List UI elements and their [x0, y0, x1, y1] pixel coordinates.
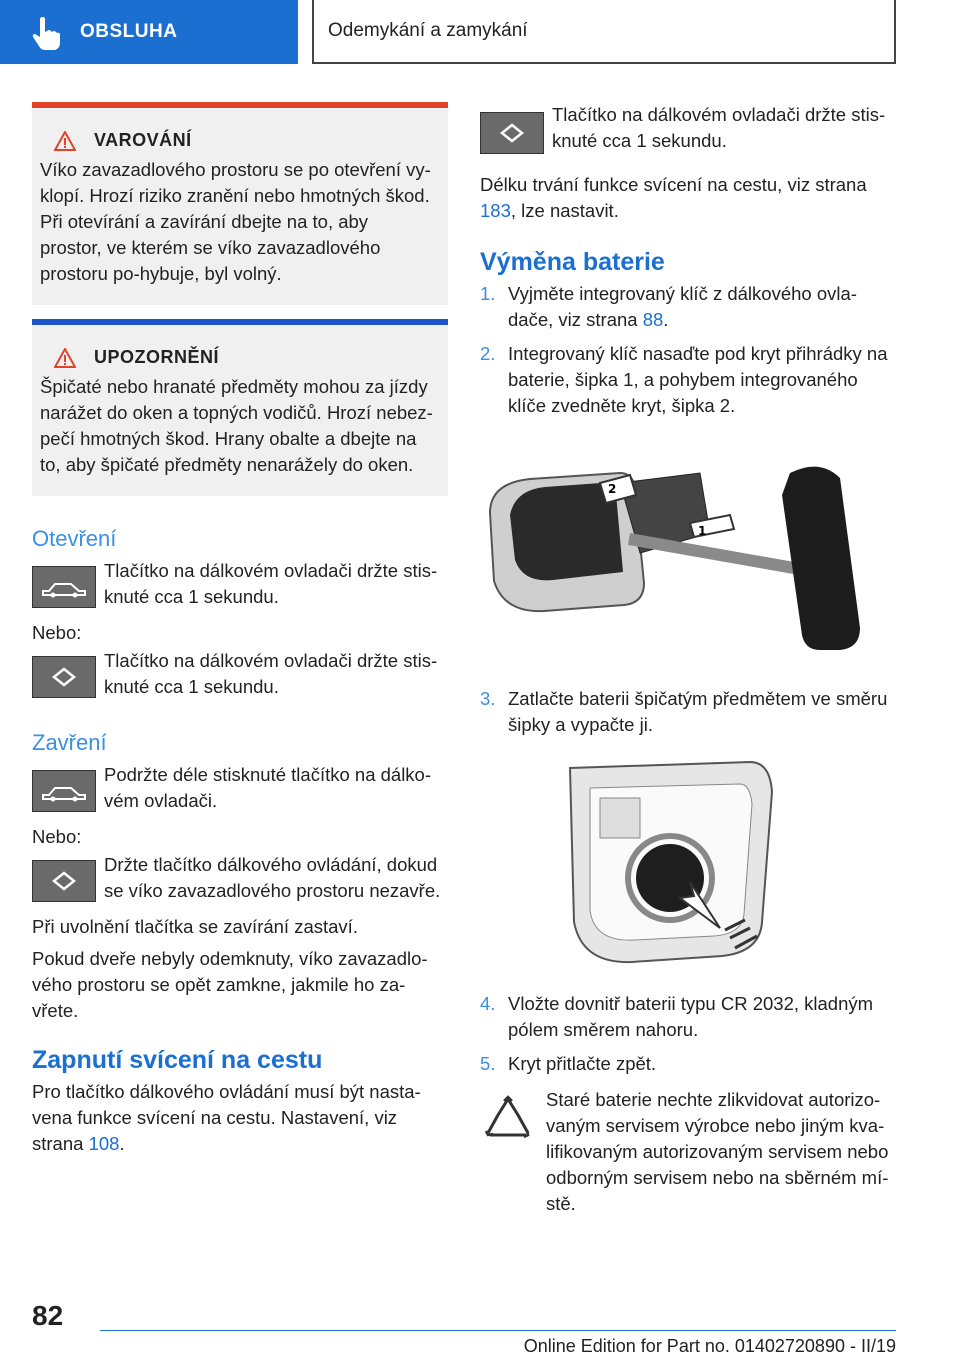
arrow-label-2: 2 — [608, 482, 617, 496]
edition-text: Online Edition for Part no. 01402720890 - II/19 — [523, 1336, 896, 1356]
page-title: Odemykání a zamykání — [312, 0, 896, 64]
closing-or: Nebo: — [32, 826, 82, 847]
warning-text: Víko zavazadlového prostoru se po otevření vy-klopí. Hrozí riziko zranění nebo hmotných škod. Při otevírání a zavírání dbejte na to, aby prostor, ve kterém se víko zavazadlového prostoru po-hybuje, byl volný. — [40, 159, 431, 284]
closing-note1: Při uvolnění tlačítka se zavírání zastaví. — [32, 916, 358, 937]
list-item: 3. Zatlačte baterii špičatým předmětem ve směru šipky a vypačte ji. — [480, 688, 888, 735]
recycle-icon — [480, 1093, 536, 1149]
left-column — [32, 102, 448, 1157]
section-tab[interactable] — [0, 0, 298, 64]
diamond-button-icon — [32, 656, 96, 698]
opening-title: Otevření — [32, 526, 117, 551]
trunk-button-icon — [32, 770, 96, 812]
right-column — [480, 102, 896, 1217]
diamond-button-icon — [480, 112, 544, 154]
list-item: 1. Vyjměte integrovaný klíč z dálkového ovla-dače, viz strana 88. — [480, 283, 857, 330]
opening-step2: Tlačítko na dálkovém ovladači držte stis-knuté cca 1 sekundu. — [104, 650, 438, 697]
page-number: 82 — [32, 1300, 64, 1331]
footer-divider — [100, 1330, 896, 1331]
closing-step2: Držte tlačítko dálkového ovládání, dokud se víko zavazadlového prostoru nezavře. — [104, 854, 441, 901]
hand-pointer-icon — [26, 12, 66, 52]
battery-steps — [480, 281, 896, 419]
page-link-183[interactable]: 183 — [480, 200, 511, 221]
diamond-button-icon — [32, 860, 96, 902]
pathlight-text: Pro tlačítko dálkového ovládání musí být nasta-vena funkce svícení na cestu. Nastavení, viz strana 108. — [32, 1081, 421, 1154]
warning-heading: VAROVÁNÍ — [94, 130, 192, 150]
opening-step1: Tlačítko na dálkovém ovladači držte stis-knuté cca 1 sekundu. — [104, 560, 438, 607]
duration-text: Délku trvání funkce svícení na cestu, viz strana 183, lze nastavit. — [480, 174, 867, 221]
list-item: 2. Integrovaný klíč nasaďte pod kryt přihrádky na baterie, šipka 1, a pohybem integrovaného klíče zvedněte kryt, šipka 2. — [480, 343, 888, 416]
pathlight-step: Tlačítko na dálkovém ovladači držte stis-knuté cca 1 sekundu. — [552, 104, 886, 151]
warning-box — [32, 102, 448, 305]
notice-text: Špičaté nebo hranaté předměty mohou za jízdy narážet do oken a topných vodičů. Hrozí nebez-pečí hmotných škod. Hrany obalte a dbejte na to, aby špičaté předměty nenarážely do oken. — [40, 376, 433, 475]
key-battery-cover-illustration — [480, 453, 870, 653]
notice-heading: UPOZORNĚNÍ — [94, 347, 220, 367]
warning-triangle-icon — [54, 131, 76, 151]
battery-title: Výměna baterie — [480, 248, 665, 276]
list-item: 5. Kryt přitlačte zpět. — [480, 1053, 657, 1074]
trunk-button-icon — [32, 566, 96, 608]
page-link-88[interactable]: 88 — [642, 309, 664, 330]
recycling-note — [480, 1085, 896, 1217]
closing-step1: Podržte déle stisknuté tlačítko na dálko-vém ovladači. — [104, 764, 432, 811]
recycling-text: Staré baterie nechte zlikvidovat autorizo-vaným servisem výrobce nebo jiným kva-lifikovaným autorizovaným servisem nebo odborným servisem nebo na sběrném mí-stě. — [546, 1089, 889, 1214]
battery-steps — [480, 991, 896, 1077]
pathlight-title: Zapnutí svícení na cestu — [32, 1046, 323, 1074]
closing-title: Zavření — [32, 730, 107, 755]
opening-or: Nebo: — [32, 622, 82, 643]
page-link-108[interactable]: 108 — [88, 1133, 120, 1154]
battery-compartment-illustration — [560, 758, 780, 968]
warning-triangle-icon — [54, 348, 76, 368]
closing-note2: Pokud dveře nebyly odemknuty, víko zavazadlo-vého prostoru se opět zamkne, jakmile ho za-vřete. — [32, 948, 428, 1021]
list-item: 4. Vložte dovnitř baterii typu CR 2032, kladným pólem směrem nahoru. — [480, 993, 874, 1040]
section-label: OBSLUHA — [80, 21, 178, 42]
notice-box — [32, 319, 448, 496]
arrow-label-1: 1 — [698, 524, 707, 538]
battery-steps — [480, 686, 896, 738]
